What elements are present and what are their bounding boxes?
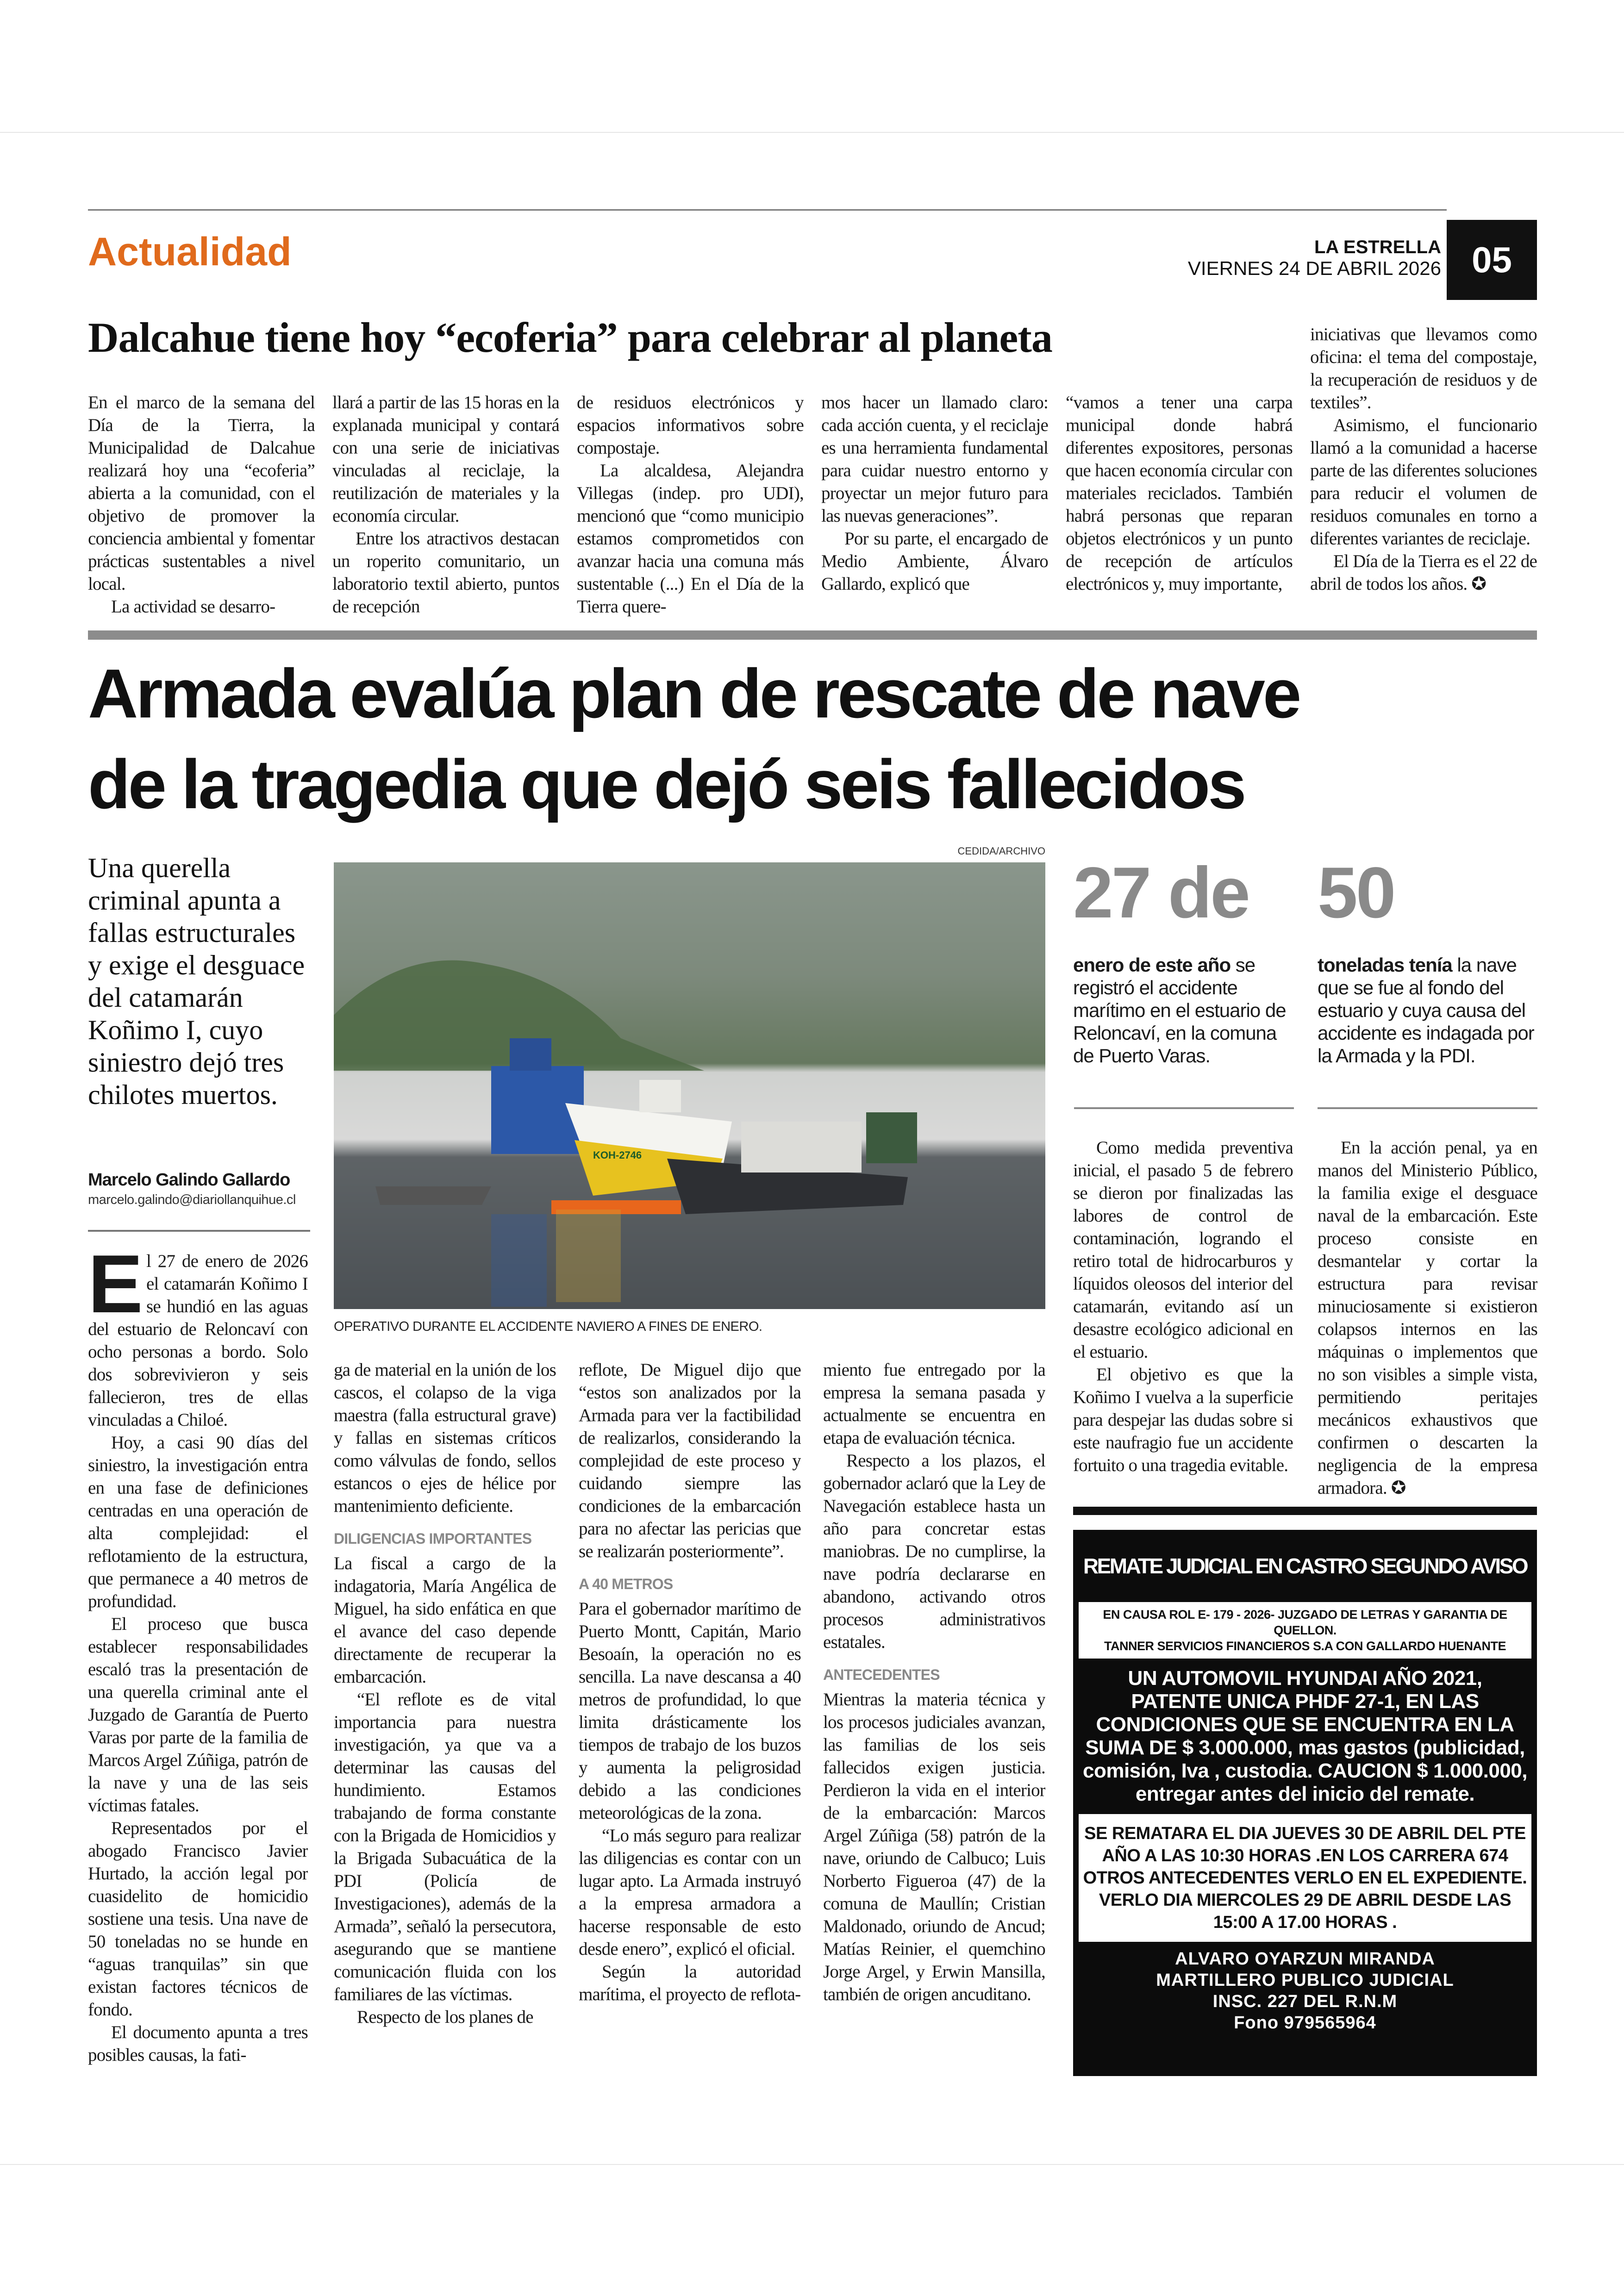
paragraph: Entre los atractivos destacan un roperito comunitario, un laboratorio textil abierto, puntos de recepción: [332, 529, 559, 617]
page-top-border: [0, 132, 1624, 133]
paragraph: mos hacer un llamado claro: cada acción cuenta, y el reciclaje es una herramienta fundamental para cuidar nuestro entorno y proyectar un mejor futuro para las nuevas generaciones”.: [821, 393, 1048, 526]
article2-column-3: [579, 1359, 801, 2081]
subhead: DILIGENCIAS IMPORTANTES: [334, 1530, 532, 1547]
article2-column-2: [334, 1359, 556, 2081]
ad-footer-line: ALVARO OYARZUN MIRANDA: [1175, 1949, 1435, 1969]
photo-credit: CEDIDA/ARCHIVO: [957, 845, 1045, 857]
article1-column-1: [88, 391, 315, 618]
paragraph: El Día de la Tierra es el 22 de abril de todos los años. ✪: [1310, 551, 1537, 594]
section-rule: [88, 209, 1447, 211]
issue-date: VIERNES 24 DE ABRIL 2026: [1187, 257, 1441, 279]
paragraph: ga de material en la unión de los cascos, el colapso de la viga maestra (falla estructural grave) y fallas en sistemas críticos como válvulas de fondo, sellos estancos o ejes de hélice por mantenimiento deficiente.: [334, 1360, 556, 1516]
paragraph: de residuos electrónicos y espacios informativos sobre compostaje.: [577, 393, 804, 458]
article1-column-3: [577, 391, 804, 618]
stat-desc: la nave que se fue al fondo del estuario y cuya causa del accidente es indagada por la Armada y la PDI.: [1318, 954, 1534, 1066]
article1-column-6: [1310, 323, 1537, 619]
article1-column-5: [1066, 391, 1293, 618]
paragraph: La actividad se desarro-: [111, 597, 275, 617]
paragraph: Respecto a los plazos, el gobernador aclaró que la Ley de Navegación establece hasta un año para concretar estas maniobras. De no cumplirse, la nave podría declararse en abandono, activando otros procesos administrativos estatales.: [823, 1451, 1045, 1652]
ad-case-line: TANNER SERVICIOS FINANCIEROS S.A CON GALLARDO HUENANTE: [1104, 1639, 1506, 1653]
article2-column-6: [1318, 1136, 1537, 1502]
headline-line-2: de la tragedia que dejó seis fallecidos: [88, 745, 1244, 823]
author-name: Marcelo Galindo Gallardo: [88, 1170, 290, 1190]
legal-auction-ad: [1073, 1530, 1537, 2076]
paragraph: El documento apunta a tres posibles causas, la fati-: [88, 2022, 308, 2065]
stat-number-1: 27 de: [1073, 853, 1249, 933]
boats-photo-illustration: [334, 862, 1045, 1309]
paragraph: Representados por el abogado Francisco Javier Hurtado, la acción legal por cuasidelito de homicidio sostiene una tesis. Una nave de 50 toneladas no se hunde en “aguas tranquilas” sin que existan factores técnicos de fondo.: [88, 1818, 308, 2020]
stat-desc: se registró el accidente marítimo en el estuario de Reloncaví, en la comuna de Puerto Varas.: [1073, 954, 1286, 1066]
boat-registration: KOH-2746: [593, 1149, 642, 1161]
byline-rule: [88, 1230, 310, 1232]
paragraph: El proceso que busca establecer responsabilidades escaló tras la presentación de una querella criminal ante el Juzgado de Garantía de Puerto Varas por parte de la familia de Marcos Argel Zúñiga, patrón de la nave y una de las seis víctimas fatales.: [88, 1614, 308, 1815]
paragraph: Asimismo, el funcionario llamó a la comunidad a hacerse parte de las diferentes soluciones para reducir el volumen de residuos comunales en torno a diferentes variantes de reciclaje.: [1310, 415, 1537, 549]
ad-case-info: [1079, 1602, 1531, 1659]
stat-rule: [1318, 1107, 1537, 1109]
photo-caption: OPERATIVO DURANTE EL ACCIDENTE NAVIERO A FINES DE ENERO.: [334, 1319, 762, 1334]
article2-deck: Una querella criminal apunta a fallas estructurales y exige el desguace del catamarán Koñimo I, cuyo siniestro dejó tres chilotes muertos.: [88, 853, 305, 1110]
ad-footer-line: MARTILLERO PUBLICO JUDICIAL: [1156, 1971, 1454, 1990]
article2-column-5: [1073, 1136, 1293, 1502]
subhead: A 40 METROS: [579, 1576, 673, 1592]
paper-masthead: [1188, 236, 1441, 279]
paragraph: “El reflote es de vital importancia para nuestra investigación, ya que va a determinar las causas del hundimiento. Estamos trabajando de forma constante con la Brigada de Homicidios y la Brigada Subacuática de la PDI (Policía de Investigaciones), además de la Armada”, señaló la persecutora, asegurando que se mantiene comunicación fluida con los familiares de las víctimas.: [334, 1690, 556, 2004]
paragraph: Como medida preventiva inicial, el pasado 5 de febrero se dieron por finalizadas las labores de control de contaminación, logrando el retiro total de hidrocarburos y líquidos oleosos del interior del catamarán, evitando así un desastre ecológico adicional en el estuario.: [1073, 1138, 1293, 1362]
stat-rule: [1074, 1107, 1294, 1109]
paragraph: “vamos a tener una carpa municipal donde habrá diferentes expositores, personas que hacen economía circular con materiales reciclados. También habrá personas que reparan objetos electrónicos y un punto de recepción de artículos electrónicos y, muy importante,: [1066, 393, 1293, 594]
paragraph: reflote, De Miguel dijo que “estos son analizados por la Armada para ver la factibilidad de realizarlos, considerando la complejidad de este proceso y cuidando siempre las condiciones de la embarcación para no afectar las pericias que se realizarán posteriormente”.: [579, 1360, 801, 1561]
paragraph: Hoy, a casi 90 días del siniestro, la investigación entra en una fase de definiciones centradas en una operación de alta complejidad: el reflotamiento de la estructura, que permanece a 40 metros de profundidad.: [88, 1433, 308, 1611]
stat-bold: enero de este año: [1073, 954, 1231, 976]
article1-headline: Dalcahue tiene hoy “ecoferia” para celebrar al planeta: [88, 314, 1052, 361]
paragraph: La fiscal a cargo de la indagatoria, María Angélica de Miguel, ha sido enfática en que el avance del caso depende directamente de recuperar la embarcación.: [334, 1553, 556, 1687]
ad-case-line: EN CAUSA ROL E- 179 - 2026- JUZGADO DE LETRAS Y GARANTIA DE QUELLON.: [1103, 1608, 1507, 1637]
paragraph: La alcaldesa, Alejandra Villegas (indep. pro UDI), mencionó que “como municipio estamos comprometidos con avanzar hacia una comuna más sustentable (...) En el Día de la Tierra quere-: [577, 461, 804, 617]
page-bottom-border: [0, 2164, 1624, 2165]
paragraph: iniciativas que llevamos como oficina: el tema del compostaje, la recuperación de residuos y de textiles”.: [1310, 324, 1537, 412]
ad-footer-line: Fono 979565964: [1234, 2013, 1376, 2033]
paragraph: En la acción penal, ya en manos del Ministerio Público, la familia exige el desguace naval de la embarcación. Este proceso consiste en desmantelar y cortar la estructura para revisar minuciosamente si existieron colapsos internos en las máquinas o implementos que no son visibles a simple vista, permitiendo peritajes mecánicos exhaustivos que confirmen o descarten la negligencia de la empresa armadora. ✪: [1318, 1138, 1537, 1498]
ad-footer-line: INSC. 227 DEL R.N.M: [1212, 1992, 1398, 2011]
ad-footer: [1073, 1942, 1537, 2033]
stat-bold: toneladas tenía: [1318, 954, 1452, 976]
subhead: ANTECEDENTES: [823, 1666, 940, 1683]
ad-top-rule: [1073, 1507, 1537, 1515]
paragraph: Mientras la materia técnica y los procesos judiciales avanzan, las familias de los seis fallecidos exigen justicia. Perdieron la vida en el interior de la embarcación: Marcos Argel Zúñiga (58) patrón de la nave, oriundo de Calbuco; Luis Norberto Figueroa (47) de la comuna de Maullín; Cristian Maldonado, oriundo de Ancud; Matías Reinier, el quemchino Jorge Argel, y Erwin Mansilla, también de origen ancuditano.: [823, 1690, 1045, 2004]
stat-number-2: 50: [1318, 853, 1394, 933]
ad-title: REMATE JUDICIAL EN CASTRO SEGUNDO AVISO: [1083, 1554, 1527, 1578]
paragraph: l 27 de enero de 2026 el catamarán Koñimo I se hundió en las aguas del estuario de Reloncaví con ocho personas a bordo. Solo dos sobrevivieron y seis fallecieron, tres de ellas vinculadas a Chiloé.: [88, 1251, 308, 1430]
paragraph: En el marco de la semana del Día de la Tierra, la Municipalidad de Dalcahue realizará hoy una “ecoferia” abierta a la comunidad, con el objetivo de promover la conciencia ambiental y fomentar prácticas sustentables a nivel local.: [88, 393, 315, 594]
article-divider: [88, 630, 1537, 640]
paragraph: El objetivo es que la Koñimo I vuelva a la superficie para despejar las dudas sobre si este naufragio fue un accidente fortuito o una tragedia evitable.: [1073, 1365, 1293, 1475]
paragraph: miento fue entregado por la empresa la semana pasada y actualmente se encuentra en etapa de evaluación técnica.: [823, 1360, 1045, 1448]
paragraph: Por su parte, el encargado de Medio Ambiente, Álvaro Gallardo, explicó que: [821, 529, 1048, 594]
ad-main-text: UN AUTOMOVIL HYUNDAI AÑO 2021, PATENTE UNICA PHDF 27-1, EN LAS CONDICIONES QUE SE ENCUENTRA EN LA SUMA DE $ 3.000.000, mas gastos (publicidad, comisión, Iva , custodia. CAUCION $ 1.000.000, entregar antes del inicio del remate.: [1082, 1667, 1528, 1805]
drop-cap: E: [88, 1250, 143, 1330]
paragraph: “Lo más seguro para realizar las diligencias es contar con un lugar apto. La Armada instruyó a la empresa armadora a hacerse responsable de esto desde enero”, explicó el oficial.: [579, 1826, 801, 1959]
page-number: 05: [1447, 220, 1537, 300]
author-email: marcelo.galindo@diariollanquihue.cl: [88, 1192, 296, 1207]
paragraph: Respecto de los planes de: [357, 2007, 533, 2027]
article1-column-2: [332, 391, 559, 618]
article2-column-4: [823, 1359, 1045, 2081]
paper-name: LA ESTRELLA: [1314, 237, 1441, 257]
ad-schedule: SE REMATARA EL DIA JUEVES 30 DE ABRIL DEL PTE AÑO A LAS 10:30 HORAS .EN LOS CARRERA 674 OTROS ANTECEDENTES VERLO EN EL EXPEDIENTE. VERLO DIA MIERCOLES 29 DE ABRIL DESDE LAS 15:00 A 17.00 HORAS .: [1079, 1814, 1531, 1942]
headline-line-1: Armada evalúa plan de rescate de nave: [88, 655, 1299, 732]
article1-column-4: [821, 391, 1048, 618]
stat-text-2: [1318, 954, 1540, 1067]
paragraph: llará a partir de las 15 horas en la explanada municipal y contará con una serie de iniciativas vinculadas al reciclaje, la reutilización de materiales y la economía circular.: [332, 393, 559, 526]
paragraph: Según la autoridad marítima, el proyecto de reflota-: [579, 1962, 801, 2004]
paragraph: Para el gobernador marítimo de Puerto Montt, Capitán, Mario Besoaín, la operación no es sencilla. La nave descansa a 40 metros de profundidad, lo que limita drásticamente los tiempos de trabajo de los buzos y aumenta la peligrosidad debido a las condiciones meteorológicas de la zona.: [579, 1599, 801, 1823]
section-title: Actualidad: [88, 230, 292, 274]
article2-column-1: [88, 1250, 308, 2081]
stat-text-1: [1073, 954, 1295, 1067]
article-photo: [334, 862, 1045, 1309]
article2-headline: [88, 648, 1537, 829]
